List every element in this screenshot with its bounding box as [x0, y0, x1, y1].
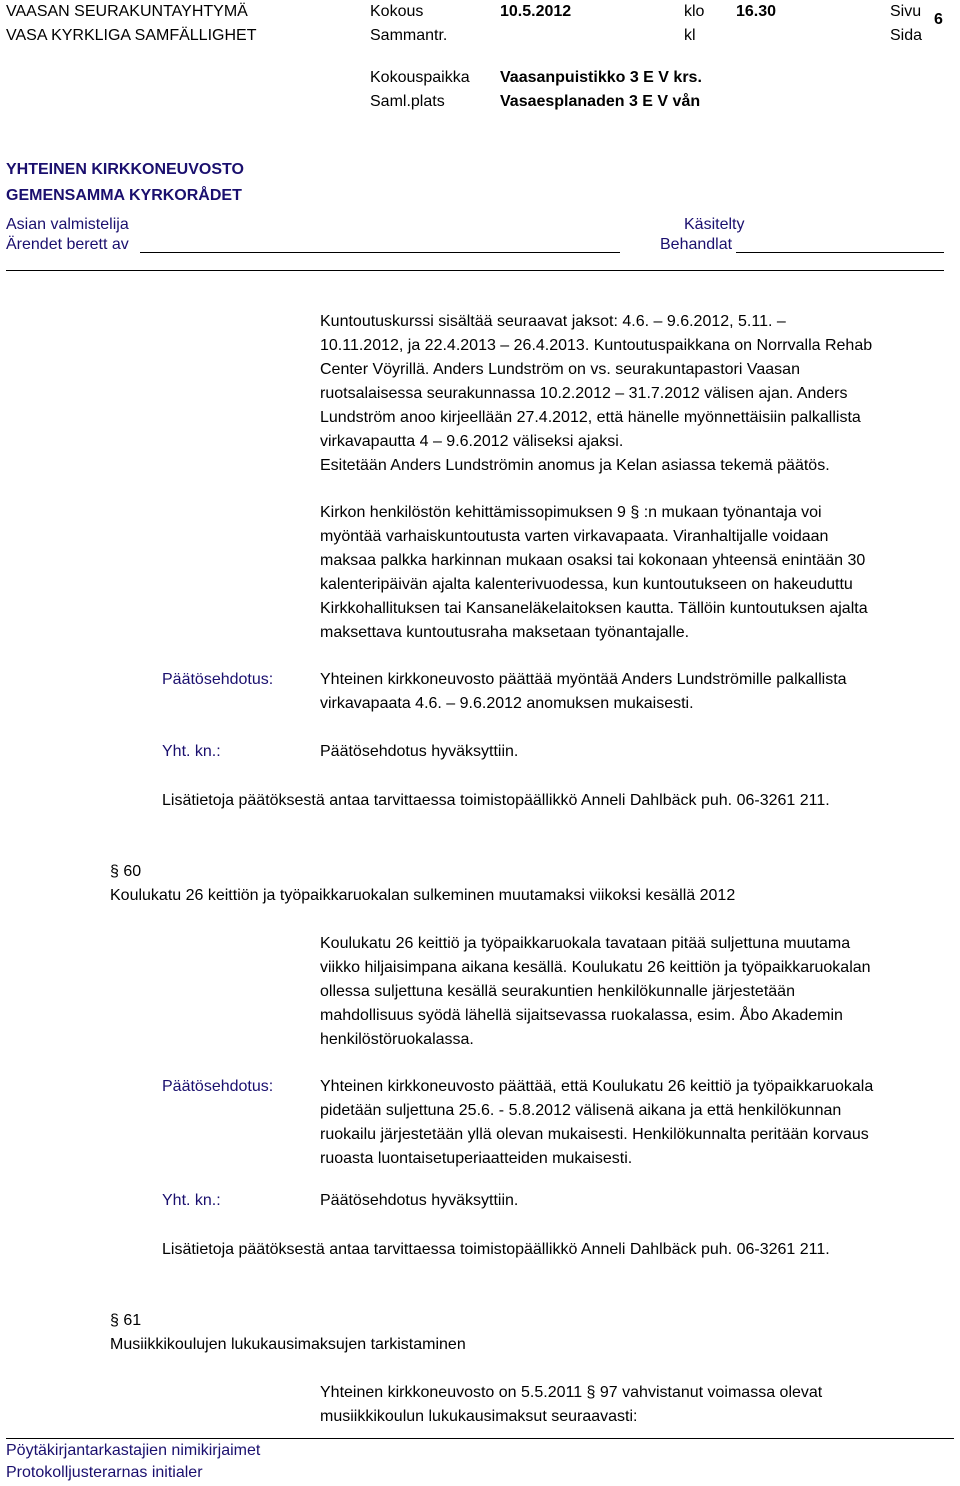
s59-proposal-label: Päätösehdotus:: [162, 671, 274, 688]
s60-p1-line: Koulukatu 26 keittiö ja työpaikkaruokala tavataan pitää suljettuna muutama: [320, 935, 851, 952]
page-number: 6: [934, 11, 943, 28]
s60-p1-line: viikko hiljaisimpana aikana kesällä. Koulukatu 26 keittiön ja työpaikkaruokalan: [320, 959, 871, 976]
preparer-line: [140, 252, 620, 253]
place-label-sv: Saml.plats: [370, 93, 445, 110]
time-label-sv: kl: [684, 27, 696, 44]
s59-p1-line: Center Vöyrillä. Anders Lundström on vs. seurakuntapastori Vaasan: [320, 361, 800, 378]
s60-paragraph-1: [320, 932, 957, 1052]
meeting-place-fi: Vaasanpuistikko 3 E V krs.: [500, 69, 702, 86]
s59-p1-line: Esitetään Anders Lundströmin anomus ja Kelan asiassa tekemä päätös.: [320, 457, 830, 474]
body-name-fi: YHTEINEN KIRKKONEUVOSTO: [6, 161, 244, 178]
handled-label-fi: Käsitelty: [684, 216, 745, 233]
s59-proposal: [320, 668, 957, 716]
meeting-label-sv: Sammantr.: [370, 27, 448, 44]
s59-p2-line: kalenteripäivän ajalta kalenterivuodessa, kun kuntoutukseen on hakeuduttu: [320, 576, 853, 593]
s59-p2-line: Kirkon henkilöstön kehittämissopimuksen 9 § :n mukaan työnantaja voi: [320, 504, 822, 521]
footer-divider: [6, 1438, 954, 1439]
header-divider: [6, 270, 944, 271]
page-label-fi: Sivu: [890, 3, 922, 20]
place-label-fi: Kokouspaikka: [370, 69, 470, 86]
s61-number: § 61: [110, 1312, 142, 1329]
org-name-sv: VASA KYRKLIGA SAMFÄLLIGHET: [6, 27, 257, 44]
s59-proposal-line: virkavapaata 4.6. – 9.6.2012 anomuksen mukaisesti.: [320, 695, 694, 712]
s60-proposal-label: Päätösehdotus:: [162, 1078, 274, 1095]
s59-p1-line: ruotsalaisessa seurakunnassa 10.2.2012 – 31.7.2012 välisen ajan. Anders: [320, 385, 848, 402]
s59-p2-line: maksaa palkka harkinnan mukaan osaksi tai kokonaan yhteensä enintään 30: [320, 552, 866, 569]
s59-p1-line: virkavapautta 4 – 9.6.2012 väliseksi ajaksi.: [320, 433, 624, 450]
s60-proposal-line: ruokailu järjestetään yllä olevan mukaisesti. Henkilökunnalta peritään korvaus: [320, 1126, 869, 1143]
meeting-place-sv: Vasaesplanaden 3 E V vån: [500, 93, 701, 110]
meeting-date: 10.5.2012: [500, 3, 572, 20]
s60-proposal-line: pidetään suljettuna 25.6. - 5.8.2012 välisenä aikana ja että henkilökunnan: [320, 1102, 842, 1119]
s59-paragraph-2: [320, 501, 957, 645]
s59-p2-line: maksettava kuntoutusraha maksetaan työnantajalle.: [320, 624, 690, 641]
s60-decision-label: Yht. kn.:: [162, 1192, 221, 1209]
s61-paragraph-1: [320, 1381, 957, 1429]
s60-decision: Päätösehdotus hyväksyttiin.: [320, 1192, 519, 1209]
s60-proposal-line: Yhteinen kirkkoneuvosto päättää, että Koulukatu 26 keittiö ja työpaikkaruokala: [320, 1078, 874, 1095]
s59-info: Lisätietoja päätöksestä antaa tarvittaessa toimistopäällikkö Anneli Dahlbäck puh. 06-3261 211.: [162, 792, 830, 809]
preparer-label-sv: Ärendet berett av: [6, 236, 129, 253]
s59-decision: Päätösehdotus hyväksyttiin.: [320, 743, 519, 760]
s60-title: Koulukatu 26 keittiön ja työpaikkaruokalan sulkeminen muutamaksi viikoksi kesällä 2012: [110, 887, 736, 904]
s59-decision-label: Yht. kn.:: [162, 743, 221, 760]
page-label-sv: Sida: [890, 27, 923, 44]
org-name-fi: VAASAN SEURAKUNTAYHTYMÄ: [6, 3, 248, 20]
s59-p1-line: 10.11.2012, ja 22.4.2013 – 26.4.2013. Kuntoutuspaikkana on Norrvalla Rehab: [320, 337, 873, 354]
s59-p2-line: myöntää varhaiskuntoutusta varten virkavapaata. Viranhaltijalle voidaan: [320, 528, 829, 545]
s60-proposal-line: ruoasta luontaisetuperiaatteiden mukaisesti.: [320, 1150, 633, 1167]
s61-title: Musiikkikoulujen lukukausimaksujen tarkistaminen: [110, 1336, 466, 1353]
s59-paragraph-1: [320, 310, 957, 478]
meeting-label-fi: Kokous: [370, 3, 424, 20]
s59-p2-line: Kirkkohallituksen tai Kansaneläkelaitoksen kautta. Tällöin kuntoutuksen ajalta: [320, 600, 868, 617]
time-label-fi: klo: [684, 3, 705, 20]
s60-number: § 60: [110, 863, 142, 880]
s60-p1-line: ollessa suljettuna kesällä seurakuntien henkilökunnalle järjestetään: [320, 983, 795, 1000]
s60-proposal: [320, 1075, 957, 1171]
meeting-time: 16.30: [736, 3, 777, 20]
s60-p1-line: mahdollisuus syödä lähellä sijaitsevassa ruokalassa, esim. Åbo Akademin: [320, 1007, 843, 1024]
footer-initials-fi: Pöytäkirjantarkastajien nimikirjaimet: [6, 1442, 261, 1459]
handled-label-sv: Behandlat: [660, 236, 733, 253]
preparer-label-fi: Asian valmistelija: [6, 216, 129, 233]
s60-p1-line: henkilöstöruokalassa.: [320, 1031, 474, 1048]
footer-initials-sv: Protokolljusterarnas initialer: [6, 1464, 203, 1481]
s61-p1-line: Yhteinen kirkkoneuvosto on 5.5.2011 § 97 vahvistanut voimassa olevat: [320, 1384, 823, 1401]
s59-p1-line: Kuntoutuskurssi sisältää seuraavat jaksot: 4.6. – 9.6.2012, 5.11. –: [320, 313, 786, 330]
s59-proposal-line: Yhteinen kirkkoneuvosto päättää myöntää Anders Lundströmille palkallista: [320, 671, 847, 688]
s59-p1-line: Lundström anoo kirjeellään 27.4.2012, että hänelle myönnettäisiin palkallista: [320, 409, 861, 426]
body-name-sv: GEMENSAMMA KYRKORÅDET: [6, 187, 242, 204]
s61-p1-line: musiikkikoulun lukukausimaksut seuraavasti:: [320, 1408, 638, 1425]
handled-line: [736, 252, 944, 253]
s60-info: Lisätietoja päätöksestä antaa tarvittaessa toimistopäällikkö Anneli Dahlbäck puh. 06-3261 211.: [162, 1241, 830, 1258]
